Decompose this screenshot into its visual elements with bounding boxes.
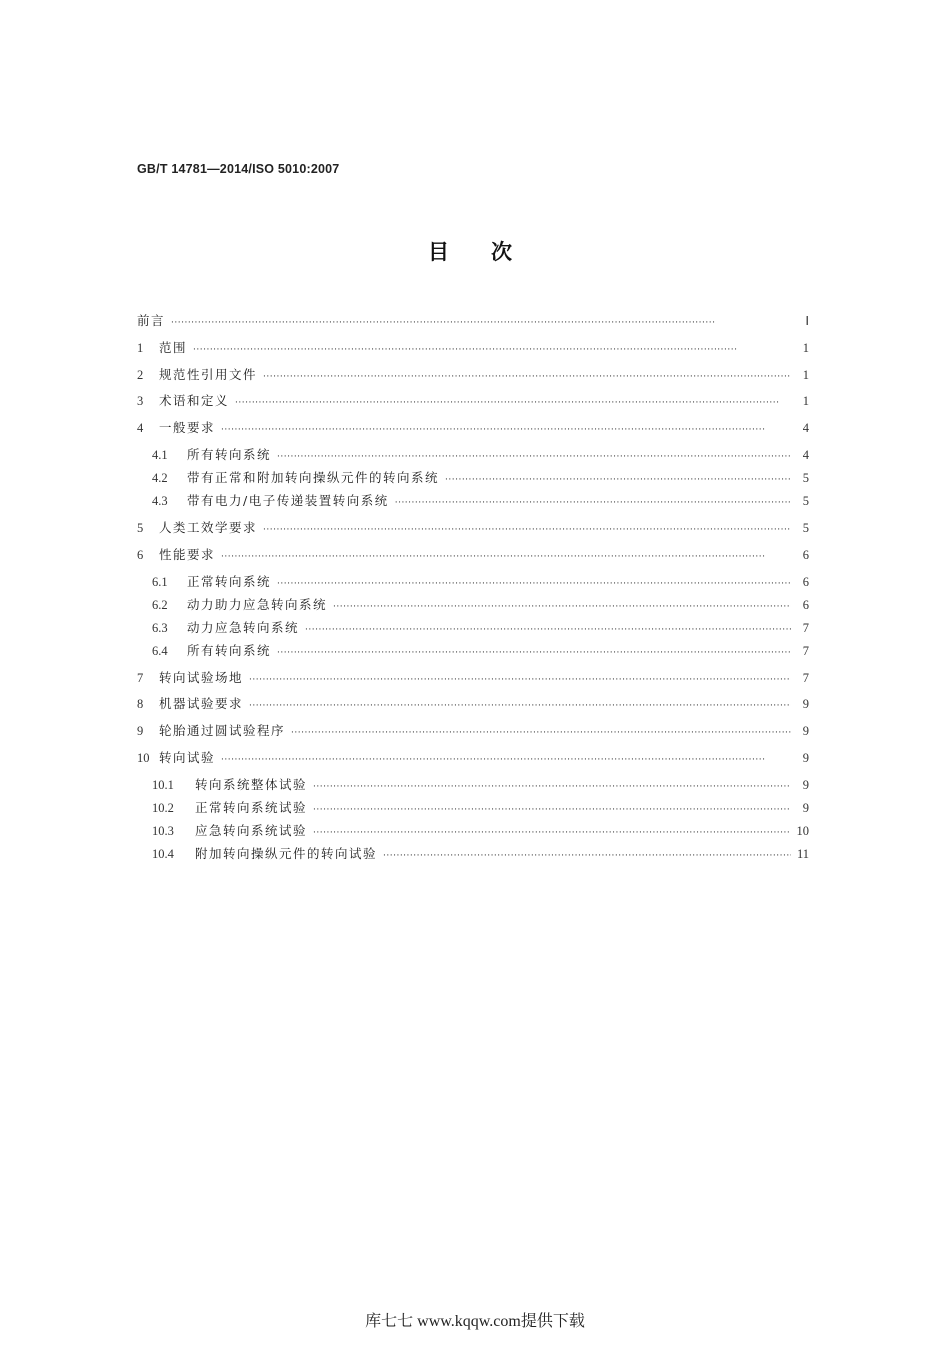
toc-entry-label: 正常转向系统 <box>187 574 272 589</box>
toc-entry-page: 1 <box>802 341 809 355</box>
dot-leader <box>305 625 791 635</box>
dot-leader <box>235 398 791 408</box>
dot-leader <box>263 372 791 382</box>
toc-entry-page: 11 <box>796 847 809 861</box>
toc-entry[interactable] <box>137 545 809 563</box>
toc-entry[interactable] <box>137 418 809 436</box>
toc-entry-page: 5 <box>802 521 809 535</box>
dot-leader <box>313 805 791 815</box>
toc-entry-label: 机器试验要求 <box>159 696 244 711</box>
toc-entry[interactable] <box>152 572 809 590</box>
toc-entry-page: 6 <box>802 548 809 562</box>
toc-entry[interactable] <box>152 641 809 659</box>
toc-entry-number: 6 <box>137 548 144 562</box>
toc-entry[interactable] <box>137 694 809 712</box>
toc-entry-page: 7 <box>802 644 809 658</box>
toc-entry-number: 10 <box>137 751 150 765</box>
toc-entry-label: 轮胎通过圆试验程序 <box>159 723 286 738</box>
toc-entry-page: Ⅰ <box>805 314 809 328</box>
toc-entry-label: 带有正常和附加转向操纵元件的转向系统 <box>187 470 440 485</box>
toc-entry-number: 10.2 <box>152 801 174 815</box>
toc-entry-number: 9 <box>137 724 144 738</box>
dot-leader <box>277 648 791 658</box>
toc-entry-number: 3 <box>137 394 144 408</box>
toc-entry-label: 一般要求 <box>159 420 216 435</box>
toc-entry[interactable] <box>137 518 809 536</box>
toc-entry-page: 1 <box>802 368 809 382</box>
toc-entry-number: 10.1 <box>152 778 174 792</box>
dot-leader <box>445 475 791 485</box>
toc-entry[interactable] <box>137 721 809 739</box>
dot-leader <box>333 602 791 612</box>
toc-entry[interactable] <box>137 668 809 686</box>
toc-entry-page: 9 <box>802 751 809 765</box>
standard-code: GB/T 14781—2014/ISO 5010:2007 <box>137 162 340 176</box>
toc-entry[interactable] <box>152 445 809 463</box>
toc-entry-label: 动力应急转向系统 <box>187 620 300 635</box>
toc-entry-page: 1 <box>802 394 809 408</box>
toc-entry-number: 2 <box>137 368 144 382</box>
toc-entry-label: 规范性引用文件 <box>159 367 258 382</box>
toc-entry-number: 6.2 <box>152 598 168 612</box>
toc-entry-page: 6 <box>802 575 809 589</box>
toc-entry[interactable] <box>137 311 809 329</box>
toc-entry-number: 10.4 <box>152 847 174 861</box>
toc-entry[interactable] <box>137 748 809 766</box>
dot-leader <box>291 728 791 738</box>
toc-entry-page: 7 <box>802 671 809 685</box>
toc-entry-number: 4.3 <box>152 494 168 508</box>
dot-leader <box>221 755 791 765</box>
page-title: 目次 <box>428 239 554 264</box>
toc-entry[interactable] <box>152 468 809 486</box>
toc-entry-label: 前言 <box>137 313 166 328</box>
toc-entry[interactable] <box>152 844 809 862</box>
toc-entry-number: 7 <box>137 671 144 685</box>
toc-entry-number: 8 <box>137 697 144 711</box>
toc-entry-label: 动力助力应急转向系统 <box>187 597 328 612</box>
toc-entry-number: 4.1 <box>152 448 168 462</box>
toc-entry-page: 6 <box>802 598 809 612</box>
toc-entry-label: 范围 <box>159 340 188 355</box>
dot-leader <box>277 452 791 462</box>
dot-leader <box>383 851 791 861</box>
dot-leader <box>277 579 791 589</box>
toc-entry[interactable] <box>152 618 809 636</box>
dot-leader <box>313 828 791 838</box>
toc-entry-page: 9 <box>802 778 809 792</box>
toc-entry-number: 1 <box>137 341 144 355</box>
toc-entry-number: 6.1 <box>152 575 168 589</box>
toc-entry-page: 9 <box>802 724 809 738</box>
dot-leader <box>395 498 791 508</box>
toc-entry-page: 4 <box>802 448 809 462</box>
toc-entry-page: 10 <box>796 824 809 838</box>
toc-entry[interactable] <box>137 365 809 383</box>
toc-entry[interactable] <box>152 595 809 613</box>
toc-entry-label: 人类工效学要求 <box>159 520 258 535</box>
toc-entry[interactable] <box>137 391 809 409</box>
toc-entry-label: 正常转向系统试验 <box>195 800 308 815</box>
toc-entry-page: 5 <box>802 494 809 508</box>
toc-entry-number: 4 <box>137 421 144 435</box>
toc-entry-number: 4.2 <box>152 471 168 485</box>
toc-entry-page: 5 <box>802 471 809 485</box>
toc-entry-label: 所有转向系统 <box>187 447 272 462</box>
toc-entry-label: 转向试验场地 <box>159 670 244 685</box>
dot-leader <box>313 782 791 792</box>
dot-leader <box>221 552 791 562</box>
toc-entry[interactable] <box>152 775 809 793</box>
toc-entry-label: 应急转向系统试验 <box>195 823 308 838</box>
toc-entry[interactable] <box>152 821 809 839</box>
toc-entry-page: 9 <box>802 801 809 815</box>
toc-entry[interactable] <box>137 338 809 356</box>
toc-entry-label: 转向试验 <box>159 750 216 765</box>
dot-leader <box>263 525 791 535</box>
toc-entry-page: 4 <box>802 421 809 435</box>
toc-entry[interactable] <box>152 491 809 509</box>
toc-entry-label: 带有电力/电子传递装置转向系统 <box>187 493 389 508</box>
dot-leader <box>193 345 791 355</box>
dot-leader <box>249 701 791 711</box>
toc-entry-label: 转向系统整体试验 <box>195 777 308 792</box>
toc-entry[interactable] <box>152 798 809 816</box>
toc-entry-label: 所有转向系统 <box>187 643 272 658</box>
dot-leader <box>171 318 791 328</box>
dot-leader <box>249 675 791 685</box>
toc-entry-number: 6.4 <box>152 644 168 658</box>
toc-entry-number: 10.3 <box>152 824 174 838</box>
toc-entry-label: 性能要求 <box>159 547 216 562</box>
footer-text: 库七七 www.kqqw.com提供下载 <box>365 1313 585 1330</box>
toc-entry-label: 术语和定义 <box>159 393 230 408</box>
toc-entry-number: 6.3 <box>152 621 168 635</box>
dot-leader <box>221 425 791 435</box>
toc-entry-label: 附加转向操纵元件的转向试验 <box>195 846 378 861</box>
toc-entry-number: 5 <box>137 521 144 535</box>
toc-entry-page: 7 <box>802 621 809 635</box>
toc-entry-page: 9 <box>802 697 809 711</box>
